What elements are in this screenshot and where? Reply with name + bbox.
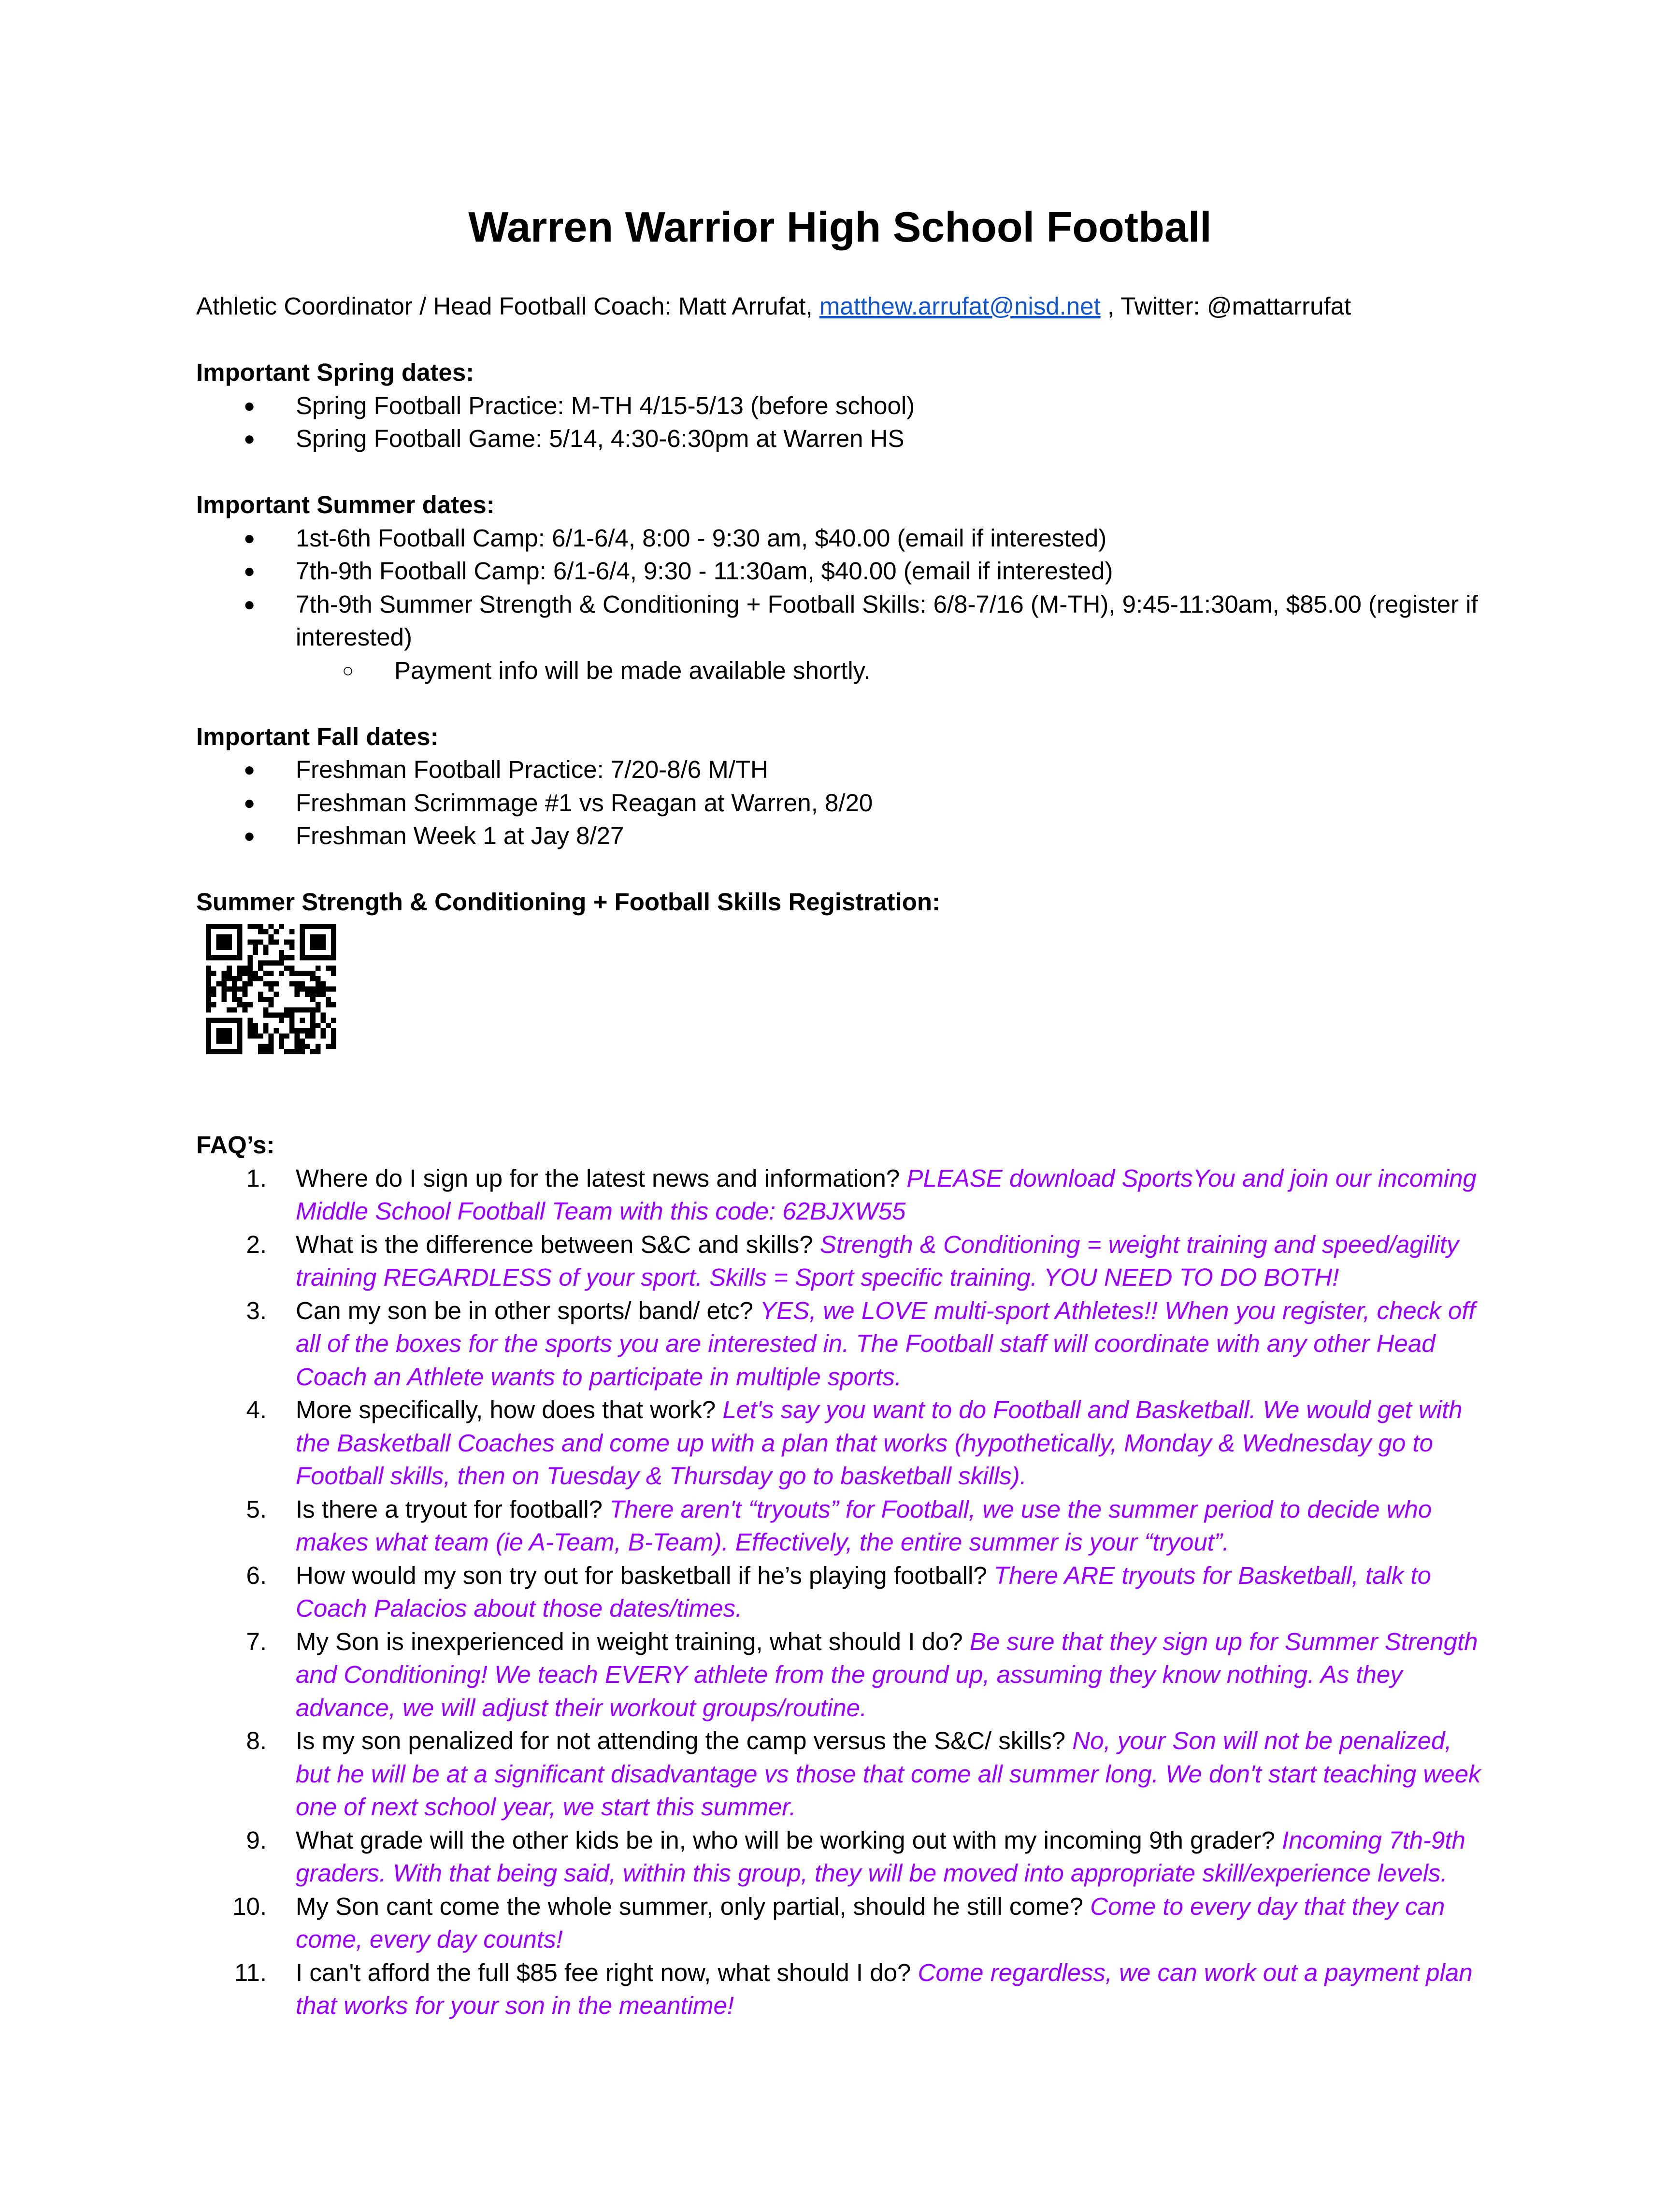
faq-question: Is my son penalized for not attending the camp versus the S&C/ skills? <box>296 1727 1073 1754</box>
bullet-icon: ● <box>244 825 256 847</box>
faq-answer: YES, we LOVE multi-sport Athletes!! When you register, check off all of the boxes for the sports you are interested in. The Football staff will coordinate with any other Head Coach an Athlete wants to participate in multiple sports. <box>296 1296 1476 1391</box>
bullet-icon: ● <box>244 593 256 615</box>
document-title: Warren Warrior High School Football <box>468 203 1212 251</box>
faq-question: What is the difference between S&C and skills? <box>296 1230 820 1258</box>
faq-question: Is there a tryout for football? <box>296 1495 610 1523</box>
spring-list <box>196 389 1491 456</box>
faq-item: 1. Where do I sign up for the latest news and information? PLEASE download SportsYou and join our incoming Middle School Football Team with this code: 62BJXW55 <box>246 1164 1477 1225</box>
faq-question: How would my son try out for basketball if he’s playing football? <box>296 1561 994 1589</box>
faq-question: Can my son be in other sports/ band/ etc? <box>296 1296 761 1324</box>
faq-question: My Son is inexperienced in weight training, what should I do? <box>296 1627 970 1655</box>
faq-item: 11. I can't afford the full $85 fee right now, what should I do? Come regardless, we can work out a payment plan that works for your son in the meantime! <box>234 1958 1473 2019</box>
contact-prefix: Athletic Coordinator / Head Football Coach: Matt Arrufat, <box>196 292 819 320</box>
list-item: ● 7th-9th Summer Strength & Conditioning + Football Skills: 6/8-7/16 (M-TH), 9:45-11:30am, $85.00 (register if interested) ○ Payment info will be made available shortly. <box>196 588 1491 688</box>
summer-heading: Important Summer dates: <box>196 491 495 518</box>
contact-line <box>196 290 1491 323</box>
faq-item: 4. More specifically, how does that work? Let's say you want to do Football and Basketball. We would get with the Basketball Coaches and come up with a plan that works (hypothetically, Monday & Wednesday go to Football skills, then on Tuesday & Thursday go to basketball skills). <box>246 1396 1463 1490</box>
faq-question: What grade will the other kids be in, who will be working out with my incoming 9th grader? <box>296 1826 1282 1854</box>
faq-answer: Come regardless, we can work out a payment plan that works for your son in the meantime! <box>296 1958 1473 2019</box>
list-item: ● 7th-9th Football Camp: 6/1-6/4, 9:30 - 11:30am, $40.00 (email if interested) <box>196 555 1491 588</box>
bullet-icon: ● <box>244 560 256 582</box>
list-item: ● Freshman Football Practice: 7/20-8/6 M/TH <box>196 753 1491 787</box>
email-link[interactable]: matthew.arrufat@nisd.net <box>819 292 1101 320</box>
summer-list <box>196 522 1491 688</box>
hollow-bullet-icon: ○ <box>342 660 354 681</box>
faq-item: 10. My Son cant come the whole summer, only partial, should he still come? Come to every day that they can come, every day counts! <box>232 1892 1445 1953</box>
fall-heading: Important Fall dates: <box>196 722 439 750</box>
faq-item: 6. How would my son try out for basketball if he’s playing football? There ARE tryouts for Basketball, talk to Coach Palacios about those dates/times. <box>246 1561 1431 1622</box>
fall-list <box>196 753 1491 853</box>
bullet-icon: ● <box>244 395 256 416</box>
faq-answer: Come to every day that they can come, every day counts! <box>296 1892 1445 1953</box>
faq-answer: There aren't “tryouts” for Football, we use the summer period to decide who makes what team (ie A-Team, B-Team). Effectively, the entire summer is your “tryout”. <box>296 1495 1432 1556</box>
faq-question: Where do I sign up for the latest news and information? <box>296 1164 907 1192</box>
faq-answer: Strength & Conditioning = weight training and speed/agility training REGARDLESS of your sport. Skills = Sport specific training. YOU NEED TO DO BOTH! <box>296 1230 1459 1291</box>
document-body <box>196 290 1491 2023</box>
faq-answer: Incoming 7th-9th graders. With that being said, within this group, they will be moved into appropriate skill/experience levels. <box>296 1826 1465 1887</box>
faq-item: 2. What is the difference between S&C and skills? Strength & Conditioning = weight training and speed/agility training REGARDLESS of your sport. Skills = Sport specific training. YOU NEED TO DO BOTH! <box>246 1230 1459 1291</box>
bullet-icon: ● <box>244 759 256 780</box>
list-item: ● Freshman Scrimmage #1 vs Reagan at Warren, 8/20 <box>196 787 1491 820</box>
faq-item: 8. Is my son penalized for not attending the camp versus the S&C/ skills? No, your Son will not be penalized, but he will be at a significant disadvantage vs those that come all summer long. We don't start teaching week one of next school year, we start this summer. <box>246 1727 1481 1821</box>
bullet-icon: ● <box>244 428 256 449</box>
faq-answer: There ARE tryouts for Basketball, talk to Coach Palacios about those dates/times. <box>296 1561 1431 1622</box>
faq-question: More specifically, how does that work? <box>296 1396 723 1423</box>
list-item: ● 1st-6th Football Camp: 6/1-6/4, 8:00 - 9:30 am, $40.00 (email if interested) <box>196 522 1491 555</box>
contact-suffix: , Twitter: @mattarrufat <box>1100 292 1351 320</box>
faq-question: My Son cant come the whole summer, only partial, should he still come? <box>296 1892 1091 1920</box>
qr-code-icon[interactable] <box>206 924 336 1054</box>
faq-answer: PLEASE download SportsYou and join our incoming Middle School Football Team with this code: 62BJXW55 <box>296 1164 1477 1225</box>
faq-item: 5. Is there a tryout for football? There aren't “tryouts” for Football, we use the summer period to decide who makes what team (ie A-Team, B-Team). Effectively, the entire summer is your “tryout”. <box>246 1495 1432 1556</box>
faq-heading: FAQ’s: <box>196 1131 275 1159</box>
faq-item: 7. My Son is inexperienced in weight training, what should I do? Be sure that they sign up for Summer Strength and Conditioning! We teach EVERY athlete from the ground up, assuming they know nothing. As they advance, we will adjust their workout groups/routine. <box>246 1627 1478 1722</box>
list-item: ● Spring Football Game: 5/14, 4:30-6:30pm at Warren HS <box>196 422 1491 456</box>
bullet-icon: ● <box>244 527 256 549</box>
faq-answer: Be sure that they sign up for Summer Strength and Conditioning! We teach EVERY athlete from the ground up, assuming they know nothing. As they advance, we will adjust their workout groups/routine. <box>296 1627 1478 1722</box>
faq-answer: Let's say you want to do Football and Basketball. We would get with the Basketball Coaches and come up with a plan that works (hypothetically, Monday & Wednesday go to Football skills, then on Tuesday & Thursday go to basketball skills). <box>296 1396 1463 1490</box>
faq-list <box>196 1162 1491 2023</box>
faq-item: 9. What grade will the other kids be in, who will be working out with my incoming 9th grader? Incoming 7th-9th graders. With that being said, within this group, they will be moved into appropriate skill/experience levels. <box>246 1826 1465 1887</box>
list-item: ● Spring Football Practice: M-TH 4/15-5/13 (before school) <box>196 389 1491 423</box>
list-item: ○ Payment info will be made available shortly. <box>196 654 1491 688</box>
registration-heading: Summer Strength & Conditioning + Football Skills Registration: <box>196 888 940 916</box>
summer-sub-list <box>296 654 1491 688</box>
list-item: ● Freshman Week 1 at Jay 8/27 <box>196 819 1491 853</box>
spring-heading: Important Spring dates: <box>196 359 474 386</box>
bullet-icon: ● <box>244 792 256 814</box>
faq-answer: No, your Son will not be penalized, but he will be at a significant disadvantage vs those that come all summer long. We don't start teaching week one of next school year, we start this summer. <box>296 1727 1481 1821</box>
faq-question: I can't afford the full $85 fee right now, what should I do? <box>296 1958 918 1986</box>
faq-item: 3. Can my son be in other sports/ band/ etc? YES, we LOVE multi-sport Athletes!! When you register, check off all of the boxes for the sports you are interested in. The Football staff will coordinate with any other Head Coach an Athlete wants to participate in multiple sports. <box>246 1296 1476 1391</box>
